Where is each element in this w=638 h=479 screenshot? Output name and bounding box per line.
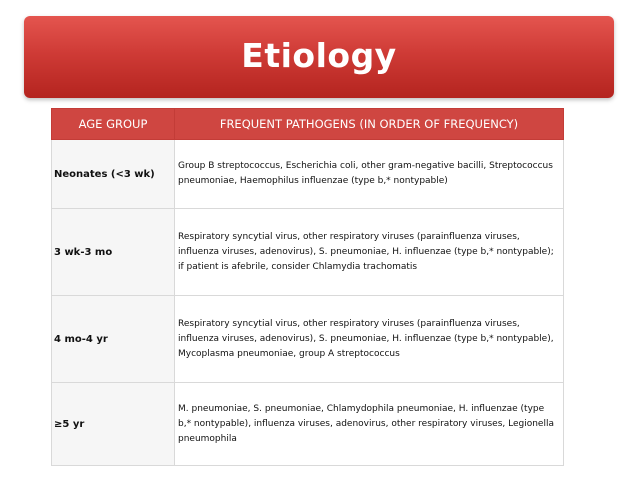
title-banner xyxy=(24,16,614,98)
table-row xyxy=(52,209,564,296)
pathogens-cell: M. pneumoniae, S. pneumoniae, Chlamydophila pneumoniae, H. influenzae (type b,* nontypable), influenza viruses, adenovirus, other respiratory viruses, Legionella pneumophila xyxy=(175,383,564,466)
table-header xyxy=(52,109,564,140)
etiology-table xyxy=(51,108,564,466)
age-group-cell: ≥5 yr xyxy=(52,383,175,466)
age-group-cell: 3 wk-3 mo xyxy=(52,209,175,296)
table-header-row xyxy=(52,109,564,140)
table-row xyxy=(52,383,564,466)
table-row xyxy=(52,296,564,383)
table-body xyxy=(52,140,564,466)
header-age-group: AGE GROUP xyxy=(52,109,175,140)
etiology-table-container xyxy=(51,108,563,466)
age-group-cell: Neonates (<3 wk) xyxy=(52,140,175,209)
table-row xyxy=(52,140,564,209)
pathogens-cell: Group B streptococcus, Escherichia coli, other gram-negative bacilli, Streptococcus pneumoniae, Haemophilus influenzae (type b,* nontypable) xyxy=(175,140,564,209)
slide-title: Etiology xyxy=(241,35,397,75)
pathogens-cell: Respiratory syncytial virus, other respiratory viruses (parainfluenza viruses, influenza viruses, adenovirus), S. pneumoniae, H. influenzae (type b,* nontypable); if patient is afebrile, consider Chlamydia trachomatis xyxy=(175,209,564,296)
age-group-cell: 4 mo-4 yr xyxy=(52,296,175,383)
header-frequent-pathogens: FREQUENT PATHOGENS (IN ORDER OF FREQUENCY) xyxy=(175,109,564,140)
pathogens-cell: Respiratory syncytial virus, other respiratory viruses (parainfluenza viruses, influenza viruses, adenovirus), S. pneumoniae, H. influenzae (type b,* nontypable), Mycoplasma pneumoniae, group A streptococcus xyxy=(175,296,564,383)
